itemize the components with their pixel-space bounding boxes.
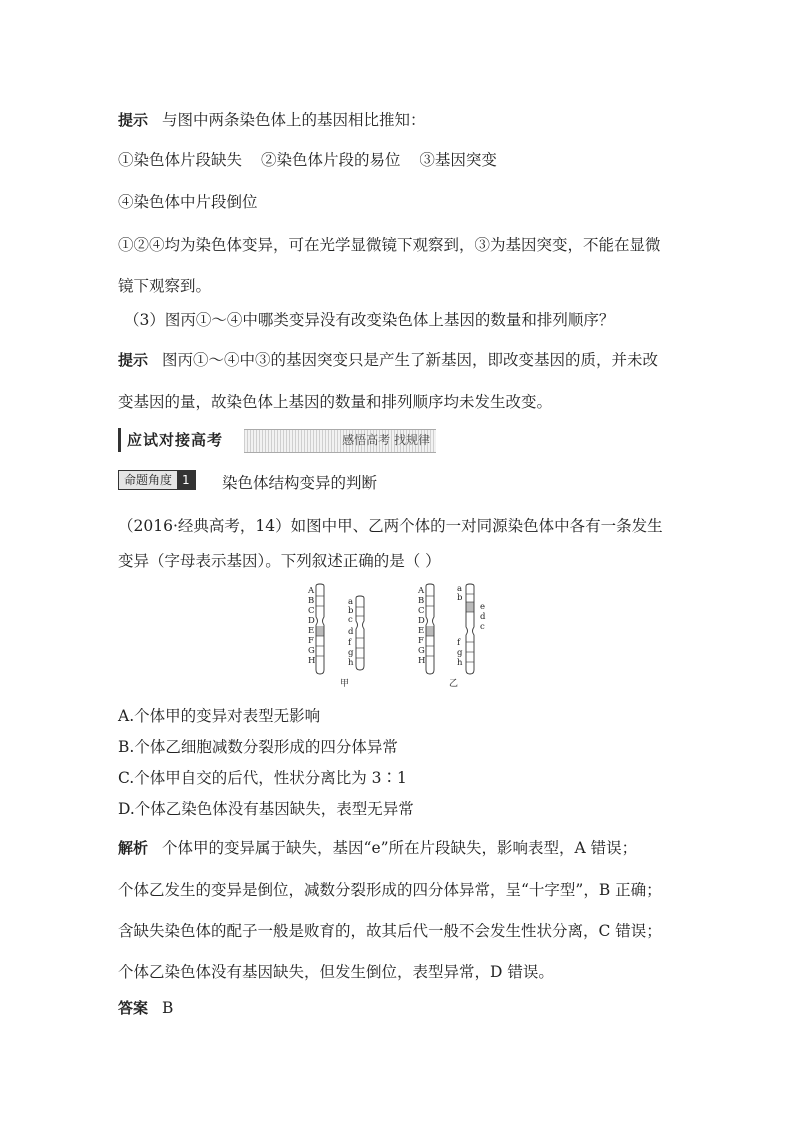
answer-label: 答案: [118, 999, 149, 1017]
answer-value: B: [162, 999, 174, 1017]
gene-label: B: [418, 596, 425, 606]
gene-label: b: [348, 606, 354, 616]
answer-line: [118, 998, 173, 1018]
topic-tag-name: 命题角度: [119, 471, 177, 489]
question-stem: （2016·经典高考，14）如图中甲、乙两个体的一对同源染色体中各有一条发生: [118, 517, 663, 535]
hint-line: [118, 110, 426, 130]
gene-label: e: [480, 602, 486, 612]
gene-label: D: [418, 616, 425, 626]
list-item-mutation: ③基因突变: [419, 151, 497, 169]
option-a: A.个体甲的变异对表型无影响: [118, 707, 321, 725]
gene-label: d: [348, 627, 354, 637]
option-d: D.个体乙染色体没有基因缺失，表型无异常: [118, 800, 414, 818]
hint-text: 与图中两条染色体上的基因相比推知：: [162, 111, 426, 129]
list-item-translocation: ②染色体片段的易位: [260, 151, 401, 169]
chromosome-jia-left: [316, 584, 324, 674]
gene-label: F: [308, 636, 314, 646]
gene-label: h: [457, 658, 463, 668]
analysis-line: [118, 838, 637, 858]
chromosome-jia-right-labels: [348, 597, 354, 668]
gene-label: E: [418, 626, 425, 636]
list-item-inversion: ④染色体中片段倒位: [118, 193, 258, 211]
chromosome-jia-right: [356, 596, 364, 670]
gene-label: A: [308, 586, 315, 596]
gene-label: D: [308, 616, 315, 626]
hint-text: 图丙①～④中③的基因突变只是产生了新基因，即改变基因的质，并未改: [162, 351, 659, 369]
hint-label: 提示: [118, 111, 149, 129]
hint-label: 提示: [118, 351, 149, 369]
hint-text: 变基因的量，故染色体上基因的数量和排列顺序均未发生改变。: [118, 393, 553, 411]
gene-label: c: [348, 615, 353, 625]
analysis-text: 个体甲的变异属于缺失，基因“e”所在片段缺失，影响表型，A 错误；: [162, 839, 638, 857]
gene-label: g: [348, 648, 354, 658]
section-title: 应试对接高考: [118, 428, 223, 452]
chromosome-figure: [290, 582, 510, 690]
gene-label: C: [418, 606, 425, 616]
question-3: （3）图丙①～④中哪类变异没有改变染色体上基因的数量和排列顺序？: [124, 311, 615, 329]
chromosome-yi-left-labels: [417, 586, 425, 666]
analysis-text: 个体乙发生的变异是倒位，减数分裂形成的四分体异常，呈“十字型”，B 正确；: [118, 881, 662, 899]
paragraph-line: ①②④均为染色体变异，可在光学显微镜下观察到，③为基因突变，不能在显微: [118, 236, 661, 254]
gene-label: c: [480, 622, 485, 632]
figure-caption-yi: 乙: [449, 679, 459, 689]
gene-label: E: [308, 626, 315, 636]
gene-label: d: [480, 612, 486, 622]
hint-line: [118, 350, 658, 370]
gene-label: g: [457, 648, 463, 658]
figure-caption-jia: 甲: [340, 679, 350, 689]
option-c: C.个体甲自交的后代，性状分离比为 3∶1: [118, 769, 407, 787]
gene-label: H: [418, 656, 426, 666]
analysis-text: 个体乙染色体没有基因缺失，但发生倒位，表型异常，D 错误。: [118, 963, 554, 981]
option-b: B.个体乙细胞减数分裂形成的四分体异常: [118, 738, 398, 756]
analysis-label: 解析: [118, 839, 149, 857]
topic-tag-number: 1: [177, 471, 195, 489]
gene-label: C: [308, 606, 315, 616]
list-item-deletion: ①染色体片段缺失: [118, 151, 243, 169]
chromosome-jia-left-labels: [307, 586, 315, 666]
section-banner: [118, 428, 436, 452]
question-stem: 变异（字母表示基因）。下列叙述正确的是（ ）: [118, 552, 441, 570]
section-subtitle: 感悟高考 找规律: [342, 433, 430, 447]
gene-label: a: [348, 597, 354, 607]
gene-label: f: [457, 638, 461, 648]
chromosome-yi-left: [426, 584, 434, 674]
gene-label: G: [308, 646, 315, 656]
topic-tag: [118, 470, 196, 490]
gene-label: B: [308, 596, 315, 606]
analysis-text: 含缺失染色体的配子一般是败育的，故其后代一般不会发生性状分离，C 错误；: [118, 922, 662, 940]
gene-label: H: [308, 656, 316, 666]
chromosome-yi-right: [466, 584, 474, 674]
gene-label: a: [457, 584, 463, 594]
paragraph-line: 镜下观察到。: [118, 277, 212, 295]
gene-label: G: [418, 646, 425, 656]
gene-label: F: [418, 636, 424, 646]
topic-title: 染色体结构变异的判断: [222, 474, 378, 492]
variation-list-row: [118, 150, 497, 170]
gene-label: b: [457, 593, 463, 603]
gene-label: f: [348, 638, 352, 648]
gene-label: A: [418, 586, 425, 596]
gene-label: h: [348, 658, 354, 668]
